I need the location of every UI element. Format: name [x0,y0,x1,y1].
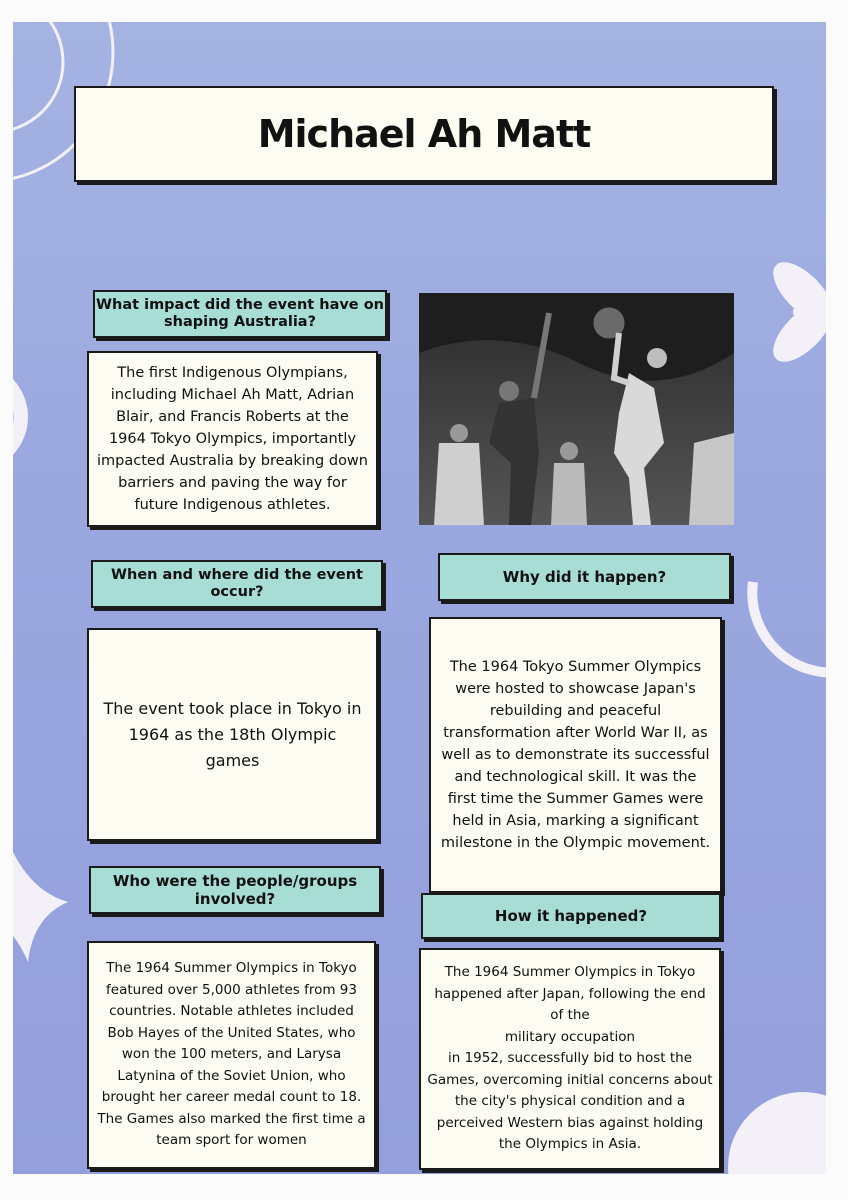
page-title: Michael Ah Matt [257,112,591,156]
when-where-heading-box [91,560,383,608]
impact-heading-box [93,290,387,338]
how-heading: How it happened? [494,907,648,925]
basketball-photo [419,293,734,525]
how-body: The 1964 Summer Olympics in Tokyo happened after Japan, following the end of the military occupation in 1952, successfully bid to host the Games, overcoming initial concerns about the city's physical condition and a perceived Western bias against holding the Olympics in Asia. [427,964,713,1153]
left-ring-shape [13,362,28,472]
when-where-body: The event took place in Tokyo in 1964 as the 18th Olympic games [103,698,362,770]
impact-body-box [87,351,378,527]
why-heading: Why did it happen? [502,568,667,586]
who-heading: Who were the people/groups involved? [112,872,358,908]
impact-heading: What impact did the event have on shaping Australia? [96,296,384,330]
how-body-box [419,948,721,1170]
who-heading-box [89,866,381,914]
how-heading-box [421,893,721,939]
why-body-box [429,617,722,893]
why-heading-box [438,553,731,601]
why-body: The 1964 Tokyo Summer Olympics were hosted to showcase Japan's rebuilding and peaceful transformation after World War II, as well as to demonstrate its successful and technological skill. It was the first time the Summer Games were held in Asia, marking a significant milestone in the Olympic movement. [440,659,711,851]
bottom-right-circle [728,1092,826,1174]
left-star-shape [13,852,68,962]
right-arc-shape [752,582,826,673]
impact-body: The first Indigenous Olympians, including Michael Ah Matt, Adrian Blair, and Francis Roberts at the 1964 Tokyo Olympics, importantly impacted Australia by breaking down barriers and paving the way for future Indigenous athletes. [97,365,368,513]
when-where-heading: When and where did the event occur? [111,566,363,600]
right-flower-shape [763,252,826,371]
photo-illustration [419,293,734,525]
who-body: The 1964 Summer Olympics in Tokyo featured over 5,000 athletes from 93 countries. Notable athletes included Bob Hayes of the United States, who won the 100 meters, and Larysa Latynina of the Soviet Union, who brought her career medal count to 18. The Games also marked the first time a team sport for women [97,960,366,1149]
title-box [74,86,774,182]
when-where-body-box [87,628,378,841]
who-body-box [87,941,376,1169]
